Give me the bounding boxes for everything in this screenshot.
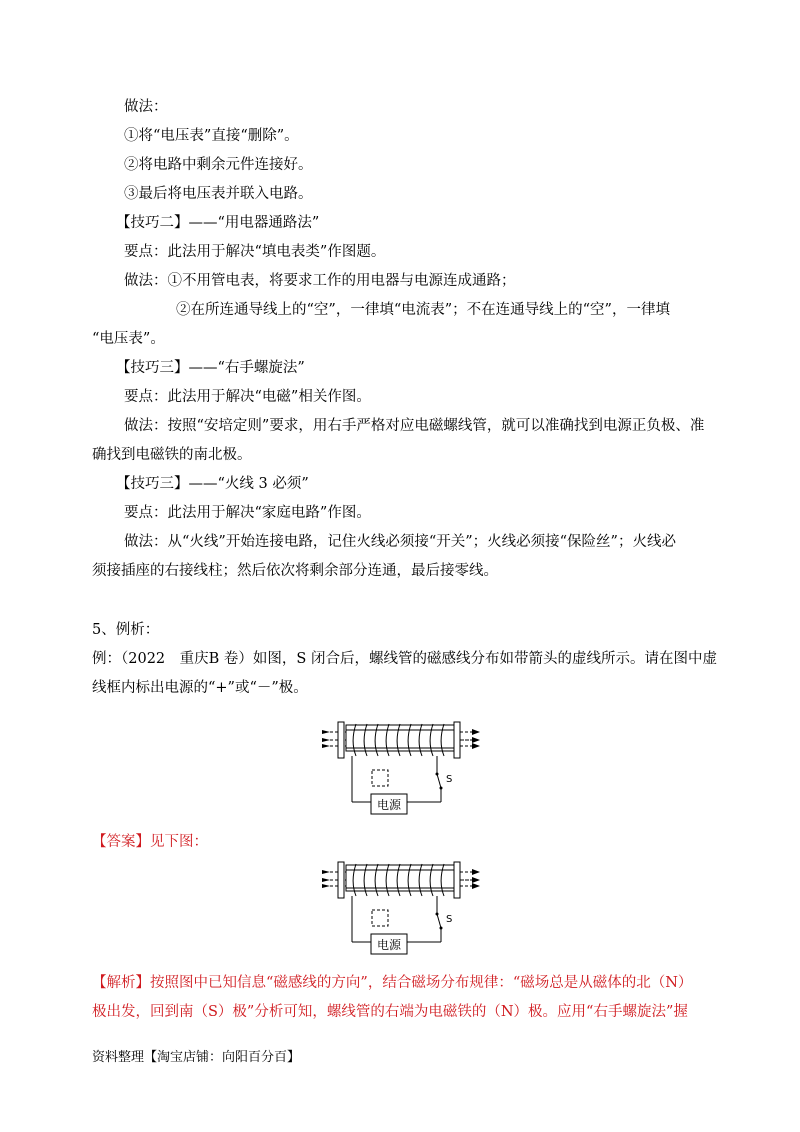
section-heading: 【技巧三】——“火线 3 必须” xyxy=(116,476,309,492)
page-footer: 资料整理【淘宝店铺：向阳百分百】 xyxy=(92,1050,301,1065)
switch-label: S xyxy=(446,774,453,785)
answer-heading: 【答案】见下图： xyxy=(92,834,208,850)
text-line: 做法： xyxy=(124,99,168,115)
text-line: ②在所连通导线上的“空”，一律填“电流表”；不在连通导线上的“空”，一律填 xyxy=(176,302,670,318)
section-heading: 【技巧三】——“右手螺旋法” xyxy=(116,360,305,376)
power-supply-label: 电源 xyxy=(376,798,402,812)
text-line: 例：（2022 重庆B 卷）如图，S 闭合后，螺线管的磁感线分布如带箭头的虚线所示。请在图中虚 xyxy=(92,651,717,667)
text-line: 做法：①不用管电表，将要求工作的用电器与电源连成通路； xyxy=(124,273,516,289)
text-line: ①将“电压表”直接“删除”。 xyxy=(124,128,299,144)
switch-label: S xyxy=(446,914,453,925)
text-line: 要点：此法用于解决“填电表类”作图题。 xyxy=(124,244,386,260)
text-line: ②将电路中剩余元件连接好。 xyxy=(124,157,313,173)
solenoid-circuit-figure xyxy=(322,716,482,820)
text-line: 确找到电磁铁的南北极。 xyxy=(92,447,252,463)
analysis-line: 极出发，回到南（S）极”分析可知，螺线管的右端为电磁铁的（N）极。应用“右手螺旋法”握 xyxy=(92,1004,688,1020)
text-line: 做法：从“火线”开始连接电路，记住火线必须接“开关”；火线必须接“保险丝”；火线必 xyxy=(124,534,676,550)
section-heading: 【技巧二】——“用电器通路法” xyxy=(116,215,320,231)
text-line: 要点：此法用于解决“电磁”相关作图。 xyxy=(124,389,371,405)
text-line: 线框内标出电源的“+”或“－”极。 xyxy=(92,680,308,696)
text-line: ③最后将电压表并联入电路。 xyxy=(124,186,313,202)
text-line: 要点：此法用于解决“家庭电路”作图。 xyxy=(124,505,371,521)
text-line: “电压表”。 xyxy=(92,331,165,347)
text-line: 须接插座的右接线柱；然后依次将剩余部分连通，最后接零线。 xyxy=(92,563,498,579)
power-supply-label: 电源 xyxy=(376,938,402,952)
text-line: 做法：按照“安培定则”要求，用右手严格对应电磁螺线管，就可以准确找到电源正负极、准 xyxy=(124,418,705,434)
answer-solenoid-circuit-figure xyxy=(322,856,482,960)
analysis-line: 【解析】按照图中已知信息“磁感线的方向”，结合磁场分布规律：“磁场总是从磁体的北（N） xyxy=(92,975,693,991)
section-heading: 5、例析： xyxy=(92,622,160,638)
